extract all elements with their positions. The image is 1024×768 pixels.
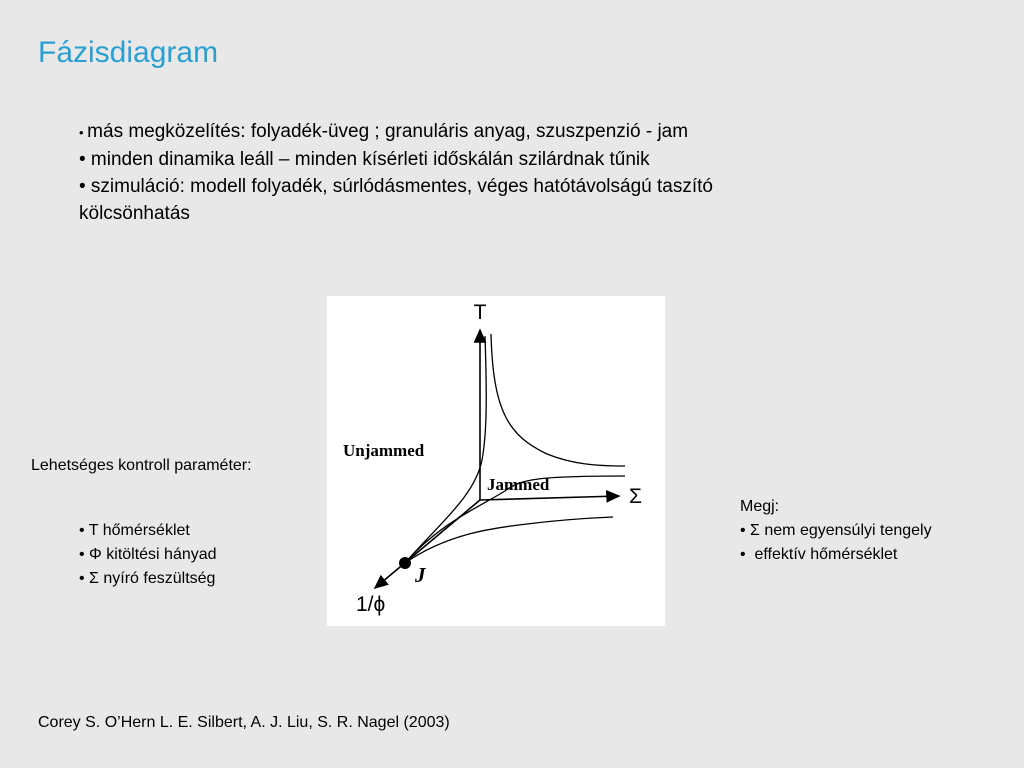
axis-label-phi: 1/ϕ — [356, 593, 386, 616]
bullet-item — [79, 118, 879, 146]
point-label-j: J — [415, 563, 426, 587]
control-parameter-label: Lehetséges kontroll paraméter: — [31, 457, 252, 474]
axis-label-t: T — [473, 301, 487, 324]
boundary-curve-upper — [491, 334, 625, 466]
note-block — [740, 495, 932, 567]
control-parameter-list — [79, 519, 217, 591]
axis-label-sigma: Σ — [629, 485, 642, 508]
sigma-axis-line — [480, 496, 619, 500]
bullet-item-continuation: kölcsönhatás — [79, 203, 190, 224]
list-item: • Σ nyíró feszültség — [79, 570, 216, 587]
point-j-marker — [399, 557, 411, 569]
note-item: • Σ nem egyensúlyi tengely — [740, 522, 932, 539]
bullet-dot: • — [79, 125, 88, 140]
note-item: • effektív hőmérséklet — [740, 546, 898, 563]
boundary-curve-lower — [405, 517, 613, 563]
region-label-unjammed: Unjammed — [343, 441, 425, 460]
phase-diagram — [327, 296, 665, 626]
note-heading: Megj: — [740, 498, 780, 515]
bullet-item: • szimuláció: modell folyadék, súrlódásmentes, véges hatótávolságú taszító — [79, 176, 713, 197]
reference-citation: Corey S. O’Hern L. E. Silbert, A. J. Liu, S. R. Nagel (2003) — [38, 714, 450, 731]
phi-axis-line — [375, 500, 480, 588]
bullet-item: • minden dinamika leáll – minden kísérleti időskálán szilárdnak tűnik — [79, 149, 650, 170]
list-item: • Φ kitöltési hányad — [79, 546, 217, 563]
list-item: • T hőmérséklet — [79, 522, 190, 539]
bullet-text: más megközelítés: folyadék-üveg ; granuláris anyag, szuszpenzió - jam — [87, 121, 689, 142]
phase-diagram-figure — [327, 296, 665, 626]
bullet-list — [79, 118, 879, 227]
slide-title: Fázisdiagram — [38, 36, 219, 69]
region-label-jammed: Jammed — [487, 475, 550, 494]
